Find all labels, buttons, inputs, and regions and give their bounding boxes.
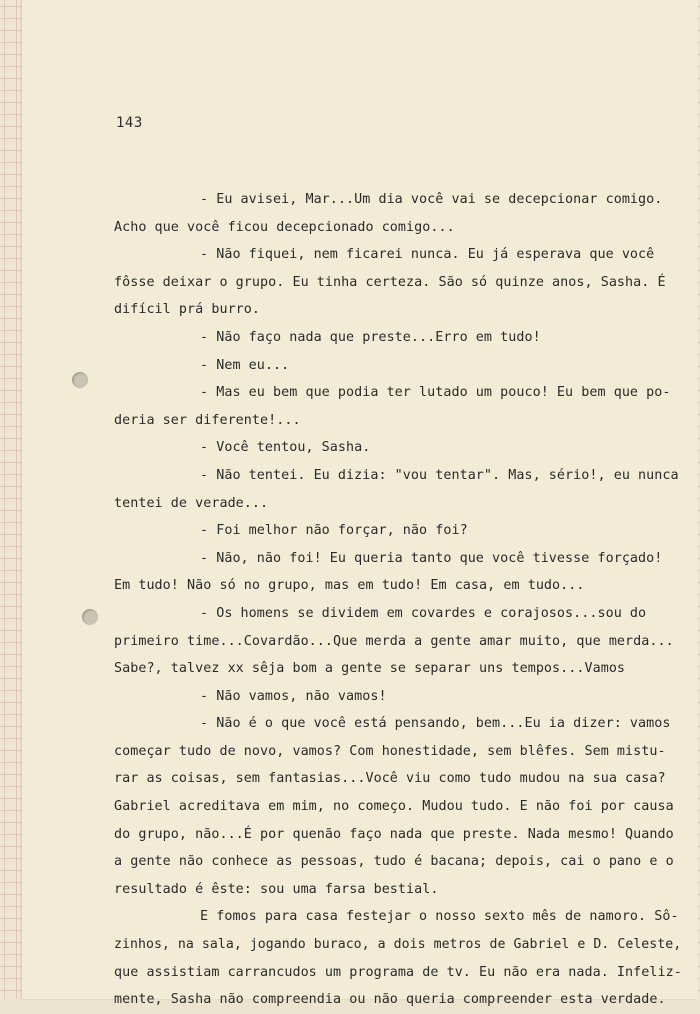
text-line: começar tudo de novo, vamos? Com honestidade, sem blêfes. Sem mistu-: [114, 743, 666, 759]
text-line: zinhos, na sala, jogando buraco, a dois metros de Gabriel e D. Celeste,: [114, 937, 682, 953]
typewritten-text: [114, 186, 682, 1014]
text-line: - Não vamos, não vamos!: [200, 688, 387, 704]
page-number: 143: [116, 115, 143, 131]
text-line: E fomos para casa festejar o nosso sexto mês de namoro. Sô-: [200, 909, 679, 925]
text-line: Em tudo! Não só no grupo, mas em tudo! Em casa, em tudo...: [114, 578, 585, 594]
text-line: - Foi melhor não forçar, não foi?: [200, 523, 468, 539]
punch-hole: [72, 372, 88, 388]
text-line: - Não, não foi! Eu queria tanto que você tivesse forçado!: [200, 550, 663, 566]
text-line: Acho que você ficou decepcionado comigo...: [114, 219, 455, 235]
text-line: - Não faço nada que preste...Erro em tudo!: [200, 329, 541, 345]
text-line: - Eu avisei, Mar...Um dia você vai se decepcionar comigo.: [200, 192, 663, 207]
text-line: - Mas eu bem que podia ter lutado um pouco! Eu bem que po-: [200, 385, 671, 401]
text-line: difícil prá burro.: [114, 302, 261, 318]
text-line: - Não fiquei, nem ficarei nunca. Eu já esperava que você: [200, 247, 655, 263]
text-line: - Não é o que você está pensando, bem...Eu ia dizer: vamos: [200, 716, 671, 732]
text-line: do grupo, não...É por quenão faço nada que preste. Nada mesmo! Quando: [114, 826, 674, 842]
text-line: primeiro time...Covardão...Que merda a gente amar muito, que merda...: [114, 633, 674, 649]
text-line: Sabe?, talvez xx sêja bom a gente se separar uns tempos...Vamos: [114, 661, 626, 677]
text-line: fôsse deixar o grupo. Eu tinha certeza. São só quinze anos, Sasha. É: [114, 274, 666, 290]
text-line: - Não tentei. Eu dizia: "vou tentar". Mas, sério!, eu nunca: [200, 467, 679, 483]
text-line: Gabriel acreditava em mim, no começo. Mudou tudo. E não foi por causa: [114, 799, 674, 815]
text-line: - Você tentou, Sasha.: [200, 440, 371, 456]
text-line: resultado é êste: sou uma farsa bestial.: [114, 881, 439, 897]
text-line: mente, Sasha não compreendia ou não queria compreender esta verdade.: [114, 992, 666, 1008]
text-line: tentei de verade...: [114, 495, 269, 511]
text-line: que assistiam carrancudos um programa de tv. Eu não era nada. Infeliz-: [114, 964, 682, 980]
text-line: a gente não conhece as pessoas, tudo é bacana; depois, cai o pano e o: [114, 854, 674, 870]
punch-hole: [82, 609, 98, 625]
text-line: - Os homens se dividem em covardes e corajosos...sou do: [200, 605, 647, 621]
text-line: - Nem eu...: [200, 357, 290, 373]
text-line: rar as coisas, sem fantasias...Você viu como tudo mudou na sua casa?: [114, 771, 666, 787]
text-line: deria ser diferente!...: [114, 412, 301, 428]
